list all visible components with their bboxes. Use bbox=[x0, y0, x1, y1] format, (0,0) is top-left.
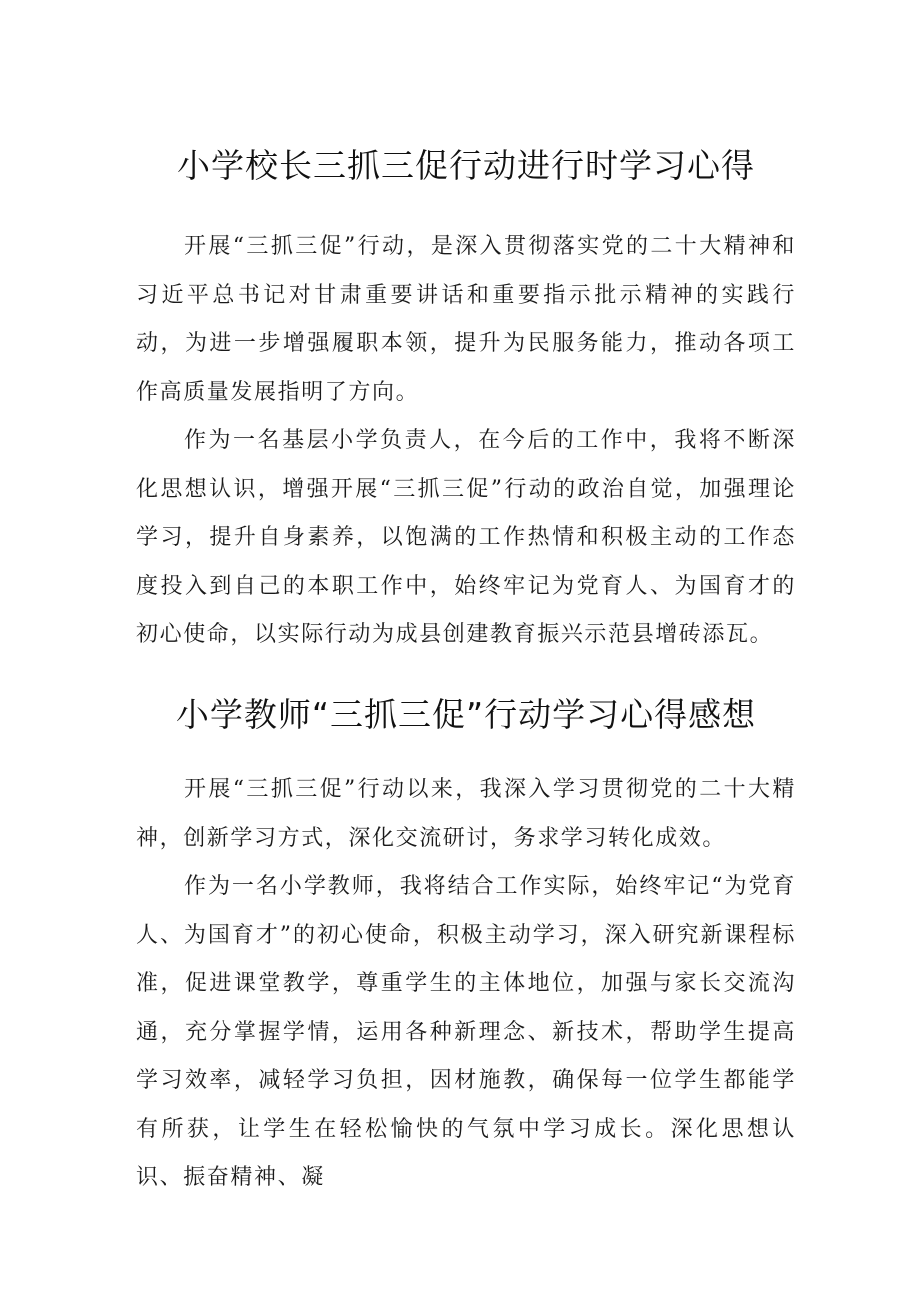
body-paragraph: 开展“三抓三促”行动，是深入贯彻落实党的二十大精神和习近平总书记对甘肃重要讲话和重要指示批示精神的实践行动，为进一步增强履职本领，提升为民服务能力，推动各项工作高质量发展指明了方向。 bbox=[136, 234, 796, 405]
body-paragraph: 作为一名小学教师，我将结合工作实际，始终牢记“为党育人、为国育才”的初心使命，积极主动学习，深入研究新课程标准，促进课堂教学，尊重学生的主体地位，加强与家长交流沟通，充分掌握学情，运用各种新理念、新技术，帮助学生提高学习效率，减轻学习负担，因材施教，确保每一位学生都能学有所获，让学生在轻松愉快的气氛中学习成长。深化思想认识、振奋精神、凝 bbox=[136, 874, 796, 1190]
section-title: 小学校长三抓三促行动进行时学习心得 bbox=[177, 146, 755, 185]
section-title: 小学教师“三抓三促”行动学习心得感想 bbox=[175, 695, 757, 734]
section-body bbox=[136, 223, 796, 660]
section-body bbox=[136, 766, 796, 1203]
body-paragraph: 开展“三抓三促”行动以来，我深入学习贯彻党的二十大精神，创新学习方式，深化交流研讨，务求学习转化成效。 bbox=[136, 777, 796, 851]
body-paragraph: 作为一名基层小学负责人，在今后的工作中，我将不断深化思想认识，增强开展“三抓三促”行动的政治自觉，加强理论学习，提升自身素养，以饱满的工作热情和积极主动的工作态度投入到自己的本职工作中，始终牢记为党育人、为国育才的初心使命，以实际行动为成县创建教育振兴示范县增砖添瓦。 bbox=[136, 428, 796, 647]
